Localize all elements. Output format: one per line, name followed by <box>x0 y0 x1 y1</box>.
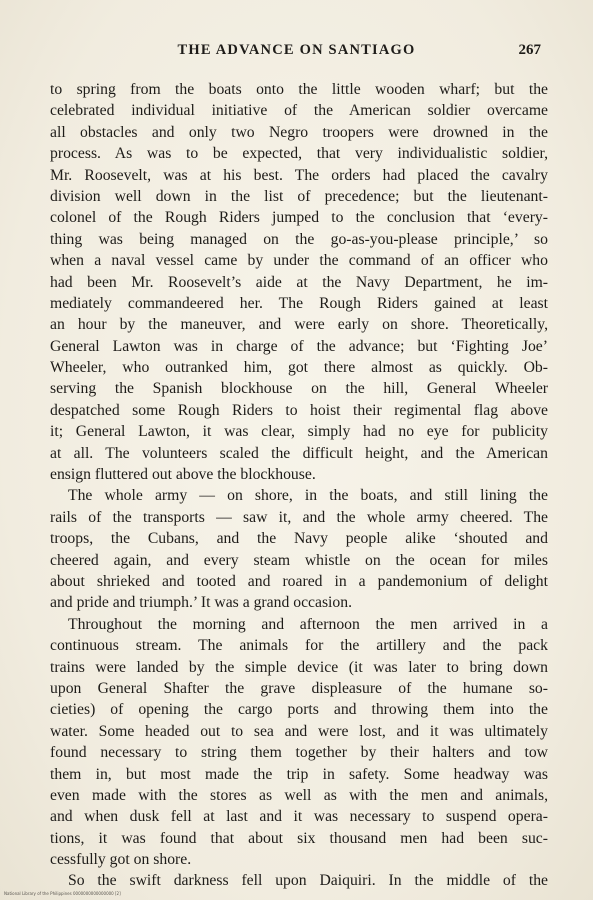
text-line: to spring from the boats onto the little wooden wharf; but the <box>50 81 548 98</box>
text-line: rails of the transports — saw it, and the whole army cheered. The <box>50 508 548 526</box>
text-line: continuous stream. The animals for the artillery and the pack <box>50 637 548 655</box>
text-line: trains were landed by the simple device (it was later to bring down <box>50 658 548 676</box>
text-line: it; General Lawton, it was clear, simply had no eye for publicity <box>50 423 548 441</box>
paragraph-end-line: cessfully got on shore. <box>50 851 192 869</box>
text-line: cieties) of opening the cargo ports and throwing them into the <box>50 701 548 719</box>
text-line: when a naval vessel came by under the command of an officer who <box>50 252 548 270</box>
text-line: an hour by the maneuver, and were early on shore. Theoretically, <box>50 316 548 334</box>
scan-footer-note: National Library of the Philippines 0000000000000000 [2] <box>4 891 121 896</box>
text-line: Wheeler, who outranked him, got there almost as quickly. Ob- <box>50 359 548 377</box>
text-line: celebrated individual initiative of the American soldier overcame <box>50 102 548 120</box>
text-line: thing was being managed on the go-as-you-please principle,’ so <box>50 230 548 248</box>
text-line: about shrieked and tooted and roared in a pandemonium of delight <box>50 572 548 590</box>
text-line: water. Some headed out to sea and were lost, and it was ultimately <box>50 722 548 740</box>
text-line: serving the Spanish blockhouse on the hill, General Wheeler <box>50 380 548 398</box>
text-line: troops, the Cubans, and the Navy people alike ‘shouted and <box>50 530 548 548</box>
paragraph-start-line: The whole army — on shore, in the boats, and still lining the <box>68 487 548 505</box>
text-line: had been Mr. Roosevelt’s aide at the Navy Department, he im- <box>50 273 548 291</box>
text-line: despatched some Rough Riders to hoist their regimental flag above <box>50 401 548 419</box>
page-number: 267 <box>518 42 541 58</box>
paragraph-end-line: ensign fluttered out above the blockhouse. <box>50 466 316 484</box>
text-line: upon General Shafter the grave displeasure of the humane so- <box>50 679 548 697</box>
text-line: process. As was to be expected, that very individualistic soldier, <box>50 145 548 163</box>
text-line: division well down in the list of precedence; but the lieutenant- <box>50 187 548 205</box>
paragraph-start-line: So the swift darkness fell upon Daiquiri. In the middle of the <box>68 872 548 890</box>
text-line: and when dusk fell at last and it was necessary to suspend opera- <box>50 808 548 826</box>
text-line: Mr. Roosevelt, was at his best. The orders had placed the cavalry <box>50 166 548 184</box>
text-line: colonel of the Rough Riders jumped to the conclusion that ‘every- <box>50 209 548 227</box>
text-line: tions, it was found that about six thousand men had been suc- <box>50 829 548 847</box>
text-line: General Lawton was in charge of the advance; but ‘Fighting Joe’ <box>50 337 548 355</box>
paragraph-end-line: and pride and triumph.’ It was a grand occasion. <box>50 594 353 612</box>
text-line: them in, but most made the trip in safety. Some headway was <box>50 765 548 783</box>
running-title: THE ADVANCE ON SANTIAGO <box>177 42 416 58</box>
body-text <box>50 79 548 892</box>
text-line: at all. The volunteers scaled the difficult height, and the American <box>50 444 548 462</box>
text-line: cheered again, and every steam whistle on the ocean for miles <box>50 551 548 569</box>
text-line: found necessary to string them together by their halters and tow <box>50 744 548 762</box>
page-header <box>0 42 593 64</box>
text-line: all obstacles and only two Negro troopers were drowned in the <box>50 123 548 141</box>
text-line: mediately commandeered her. The Rough Riders gained at least <box>50 294 548 312</box>
text-line: even made with the stores as well as with the men and animals, <box>50 786 548 804</box>
paragraph-start-line: Throughout the morning and afternoon the men arrived in a <box>68 615 548 633</box>
